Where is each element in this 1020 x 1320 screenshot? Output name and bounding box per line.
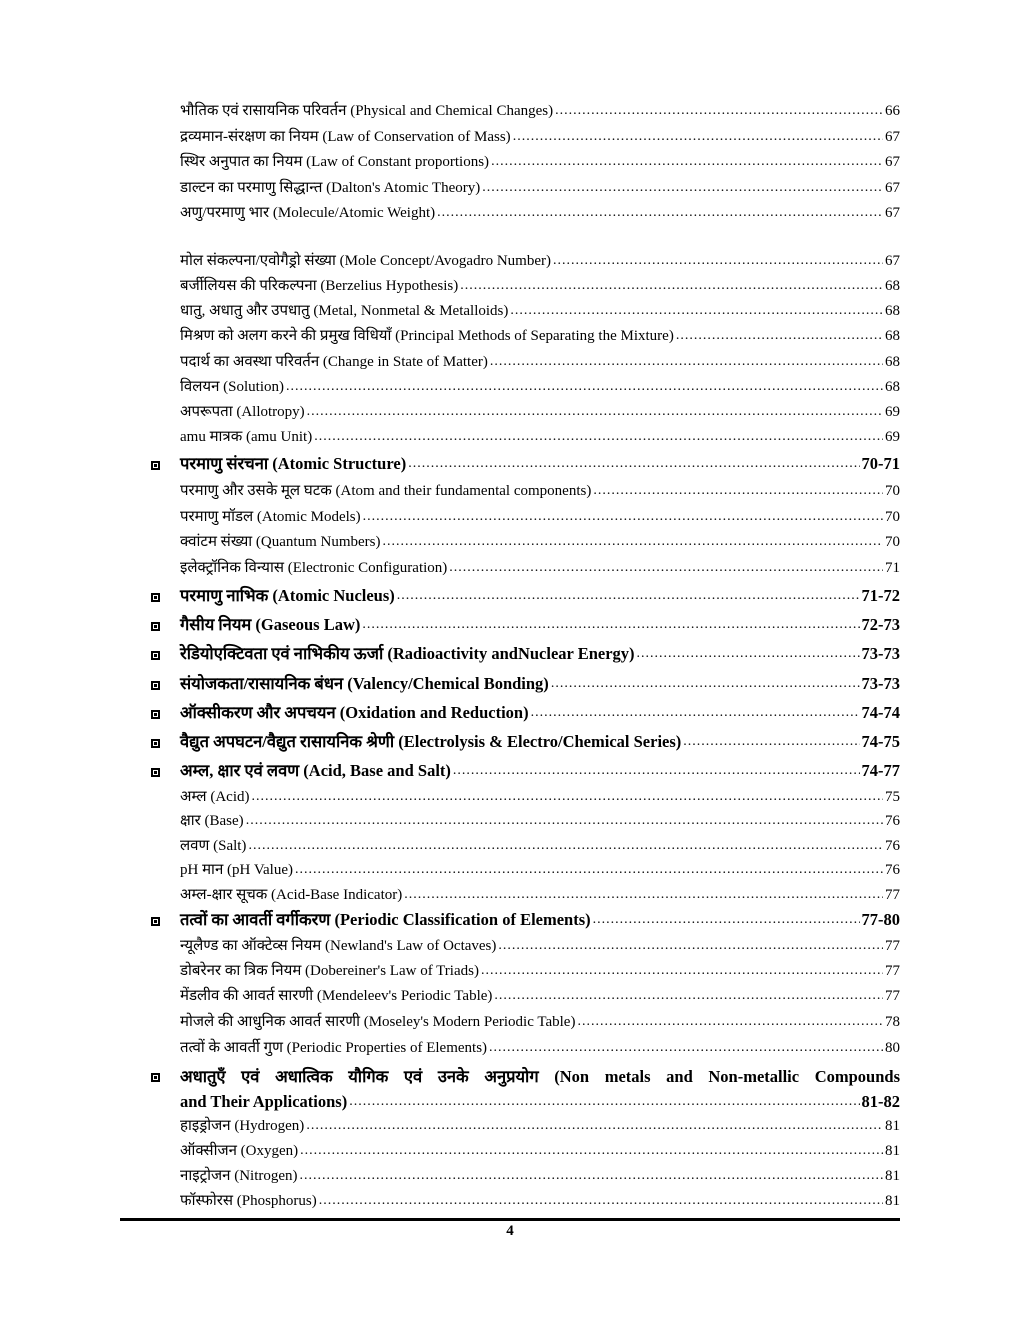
- footer-rule: [120, 1218, 900, 1221]
- toc-entry-title: amu मात्रक (amu Unit): [180, 429, 313, 445]
- toc-entry-page: 75: [885, 789, 900, 805]
- dot-leader: [498, 935, 883, 957]
- toc-entry-title: अम्ल-क्षार सूचक (Acid-Base Indicator): [180, 887, 403, 903]
- toc-entry-page: 73-73: [861, 674, 900, 693]
- toc-entry-page: 67: [885, 180, 900, 196]
- toc-entry-title: परमाणु संरचना (Atomic Structure): [180, 454, 407, 473]
- toc-entry: [180, 351, 900, 373]
- toc-entry-page: 81: [885, 1118, 900, 1134]
- toc-entry-title: इलेक्ट्रॉनिक विन्यास (Electronic Configuration): [180, 560, 448, 576]
- toc-entry: [180, 1140, 900, 1162]
- toc-entry: [180, 250, 900, 272]
- toc-entry-page: 76: [885, 838, 900, 854]
- toc-entry-title: तत्वों का आवर्ती वर्गीकरण (Periodic Classification of Elements): [180, 910, 591, 929]
- toc-entry-page: 73-73: [861, 644, 900, 663]
- toc-entry-title: परमाणु और उसके मूल घटक (Atom and their fundamental components): [180, 483, 592, 499]
- toc-entry-title: and Their Applications): [180, 1092, 348, 1111]
- toc-entry-page: 76: [885, 862, 900, 878]
- dot-leader: [510, 300, 883, 322]
- toc-entry: [180, 557, 900, 579]
- toc-entry: [180, 810, 900, 832]
- toc-entry: [180, 1037, 900, 1059]
- toc-entry-page: 67: [885, 129, 900, 145]
- dot-leader: [489, 1037, 883, 1059]
- toc-entry: [180, 325, 900, 347]
- toc-entry: [180, 376, 900, 398]
- toc-entry-page: 77: [885, 887, 900, 903]
- toc-entry-title: लवण (Salt): [180, 838, 247, 854]
- toc-entry-title: धातु, अधातु और उपधातु (Metal, Nonmetal & Metalloids): [180, 303, 509, 319]
- toc-entry-page: 77: [885, 938, 900, 954]
- dot-leader: [349, 1090, 859, 1114]
- dot-leader: [246, 810, 883, 832]
- toc-entry-title: ऑक्सीकरण और अपचयन (Oxidation and Reduction): [180, 703, 529, 722]
- dot-leader: [553, 250, 883, 272]
- toc-entry: [180, 275, 900, 297]
- toc-entry-title: स्थिर अनुपात का नियम (Law of Constant proportions): [180, 154, 490, 170]
- toc-chapter-entry: [180, 759, 900, 783]
- dot-leader: [494, 985, 883, 1007]
- toc-entry: [180, 935, 900, 957]
- toc-entry-title: pH मान (pH Value): [180, 862, 293, 878]
- toc-entry-page: 68: [885, 278, 900, 294]
- toc-entry-page: 67: [885, 205, 900, 221]
- toc-entry-title: ऑक्सीजन (Oxygen): [180, 1143, 299, 1159]
- toc-entry-title: अम्ल, क्षार एवं लवण (Acid, Base and Salt): [180, 761, 451, 780]
- toc-entry-page: 74-74: [861, 703, 900, 722]
- dot-leader: [307, 401, 883, 423]
- bullet-icon: [151, 739, 160, 748]
- toc-entry-title: मेंडलीव की आवर्त सारणी (Mendeleev's Periodic Table): [180, 988, 493, 1004]
- toc-entry-title: तत्वों के आवर्ती गुण (Periodic Properties of Elements): [180, 1040, 488, 1056]
- toc-entry-page: 81: [885, 1193, 900, 1209]
- toc-entry: [180, 480, 900, 502]
- toc-entry-page: 66: [885, 103, 900, 119]
- toc-entry-title: मोजले की आधुनिक आवर्त सारणी (Moseley's Modern Periodic Table): [180, 1014, 576, 1030]
- toc-entry: [180, 859, 900, 881]
- dot-leader: [637, 642, 860, 666]
- bullet-icon: [151, 710, 160, 719]
- dot-leader: [460, 275, 883, 297]
- toc-entry-title: गैसीय नियम (Gaseous Law): [180, 615, 361, 634]
- toc-entry-title: डाल्टन का परमाणु सिद्धान्त (Dalton's Atomic Theory): [180, 180, 481, 196]
- dot-leader: [300, 1165, 883, 1187]
- toc-entry: [180, 985, 900, 1007]
- dot-leader: [397, 584, 860, 608]
- toc-entry-title: क्षार (Base): [180, 813, 244, 829]
- dot-leader: [531, 701, 860, 725]
- toc-entry-page: 80: [885, 1040, 900, 1056]
- dot-leader: [306, 1115, 883, 1137]
- dot-leader: [383, 531, 884, 553]
- toc-entry: [180, 960, 900, 982]
- bullet-icon: [151, 917, 160, 926]
- dot-leader: [676, 325, 883, 347]
- toc-entry-page: 74-77: [861, 761, 900, 780]
- dot-leader: [551, 672, 860, 696]
- toc-chapter-entry: [180, 730, 900, 754]
- dot-leader: [593, 908, 860, 932]
- toc-entry-page: 70: [885, 509, 900, 525]
- toc-entry-title: डोबरेनर का त्रिक नियम (Dobereiner's Law of Triads): [180, 963, 479, 979]
- dot-leader: [555, 100, 883, 122]
- toc-entry: [180, 126, 900, 148]
- dot-leader: [513, 126, 883, 148]
- dot-leader: [319, 1190, 883, 1212]
- dot-leader: [404, 884, 883, 906]
- toc-entry-title: मिश्रण को अलग करने की प्रमुख विधियाँ (Principal Methods of Separating the Mixture): [180, 328, 674, 344]
- toc-entry: [180, 884, 900, 906]
- toc-entry-title: क्वांटम संख्या (Quantum Numbers): [180, 534, 381, 550]
- bullet-icon: [151, 768, 160, 777]
- toc-entry-title: मोल संकल्पना/एवोगैड्रो संख्या (Mole Concept/Avogadro Number): [180, 253, 551, 269]
- page-number: 4: [506, 1223, 514, 1239]
- dot-leader: [683, 730, 859, 754]
- dot-leader: [453, 759, 860, 783]
- toc-entry: [180, 426, 900, 448]
- dot-leader: [363, 506, 883, 528]
- dot-leader: [251, 786, 883, 808]
- bullet-icon: [151, 1073, 160, 1082]
- toc-entry: [180, 1011, 900, 1033]
- toc-heading-wrapped-line: अधातुएँ एवं अधात्विक यौगिक एवं उनके अनुप्रयोग (Non metals and Non-metallic Compounds: [180, 1067, 900, 1086]
- toc-entry-page: 81-82: [861, 1092, 900, 1111]
- toc-chapter-entry: [180, 584, 900, 608]
- toc-entry-page: 68: [885, 328, 900, 344]
- dot-leader: [449, 557, 883, 579]
- dot-leader: [491, 151, 883, 173]
- toc-entry-page: 68: [885, 303, 900, 319]
- toc-entry-title: बर्जीलियस की परिकल्पना (Berzelius Hypothesis): [180, 278, 459, 294]
- toc-entry-page: 72-73: [861, 615, 900, 634]
- toc-chapter-entry: [180, 701, 900, 725]
- toc-entry-title: अम्ल (Acid): [180, 789, 250, 805]
- toc-entry-page: 81: [885, 1143, 900, 1159]
- toc-entry-title: परमाणु नाभिक (Atomic Nucleus): [180, 586, 395, 605]
- toc-entry: [180, 1190, 900, 1212]
- toc-entry-page: 71-72: [861, 586, 900, 605]
- bullet-icon: [151, 681, 160, 690]
- toc-chapter-entry: [180, 1090, 900, 1114]
- toc-entry-page: 77: [885, 988, 900, 1004]
- toc-entry-page: 67: [885, 253, 900, 269]
- toc-entry: [180, 506, 900, 528]
- toc-chapter-entry: [180, 672, 900, 696]
- toc-entry-page: 68: [885, 379, 900, 395]
- dot-leader: [248, 835, 883, 857]
- toc-entry-page: 71: [885, 560, 900, 576]
- dot-leader: [577, 1011, 883, 1033]
- toc-entry-title: संयोजकता/रासायनिक बंधन (Valency/Chemical Bonding): [180, 674, 549, 693]
- toc-entry-page: 81: [885, 1168, 900, 1184]
- toc-entry-title: पदार्थ का अवस्था परिवर्तन (Change in State of Matter): [180, 354, 488, 370]
- toc-entry-page: 77: [885, 963, 900, 979]
- toc-entry-page: 69: [885, 429, 900, 445]
- toc-entry: [180, 1115, 900, 1137]
- toc-entry-title: अणु/परमाणु भार (Molecule/Atomic Weight): [180, 205, 436, 221]
- dot-leader: [490, 351, 883, 373]
- toc-entry-title: द्रव्यमान-संरक्षण का नियम (Law of Conservation of Mass): [180, 129, 511, 145]
- toc-entry: [180, 531, 900, 553]
- toc-entry-title: अपरूपता (Allotropy): [180, 404, 305, 420]
- dot-leader: [481, 960, 883, 982]
- toc-entry: [180, 202, 900, 224]
- toc-entry-title: वैद्युत अपघटन/वैद्युत रासायनिक श्रेणी (Electrolysis & Electro/Chemical Series): [180, 732, 682, 751]
- toc-entry: [180, 100, 900, 122]
- toc-entry-title: फॉस्फोरस (Phosphorus): [180, 1193, 317, 1209]
- toc-entry-title: भौतिक एवं रासायनिक परिवर्तन (Physical and Chemical Changes): [180, 103, 554, 119]
- toc-entry-title: परमाणु मॉडल (Atomic Models): [180, 509, 361, 525]
- toc-entry-title: न्यूलैण्ड का ऑक्टेव्स नियम (Newland's Law of Octaves): [180, 938, 497, 954]
- dot-leader: [593, 480, 883, 502]
- toc-entry-page: 74-75: [861, 732, 900, 751]
- dot-leader: [300, 1140, 883, 1162]
- toc-entry: [180, 300, 900, 322]
- toc-chapter-entry: [180, 613, 900, 637]
- toc-entry: [180, 1165, 900, 1187]
- toc-entry-page: 68: [885, 354, 900, 370]
- toc-entry: [180, 835, 900, 857]
- dot-leader: [362, 613, 859, 637]
- bullet-icon: [151, 651, 160, 660]
- dot-leader: [286, 376, 883, 398]
- toc-entry: [180, 401, 900, 423]
- bullet-icon: [151, 622, 160, 631]
- toc-entry-page: 67: [885, 154, 900, 170]
- bullet-icon: [151, 593, 160, 602]
- toc-entry-page: 76: [885, 813, 900, 829]
- dot-leader: [295, 859, 883, 881]
- toc-entry: [180, 177, 900, 199]
- dot-leader: [482, 177, 883, 199]
- toc-chapter-entry: [180, 452, 900, 476]
- toc-chapter-entry: [180, 642, 900, 666]
- toc-entry-page: 78: [885, 1014, 900, 1030]
- toc-entry-page: 69: [885, 404, 900, 420]
- toc-entry-title: विलयन (Solution): [180, 379, 285, 395]
- toc-entry-title: नाइट्रोजन (Nitrogen): [180, 1168, 298, 1184]
- dot-leader: [437, 202, 883, 224]
- toc-chapter-entry: [180, 908, 900, 932]
- toc-entry-title: रेडियोएक्टिवता एवं नाभिकीय ऊर्जा (Radioactivity andNuclear Energy): [180, 644, 635, 663]
- toc-entry-page: 70-71: [861, 454, 900, 473]
- toc-entry: [180, 786, 900, 808]
- toc-entry-page: 70: [885, 534, 900, 550]
- toc-entry: [180, 151, 900, 173]
- dot-leader: [314, 426, 883, 448]
- bullet-icon: [151, 461, 160, 470]
- dot-leader: [408, 452, 859, 476]
- toc-entry-page: 70: [885, 483, 900, 499]
- toc-entry-page: 77-80: [861, 910, 900, 929]
- toc-entry-title: हाइड्रोजन (Hydrogen): [180, 1118, 305, 1134]
